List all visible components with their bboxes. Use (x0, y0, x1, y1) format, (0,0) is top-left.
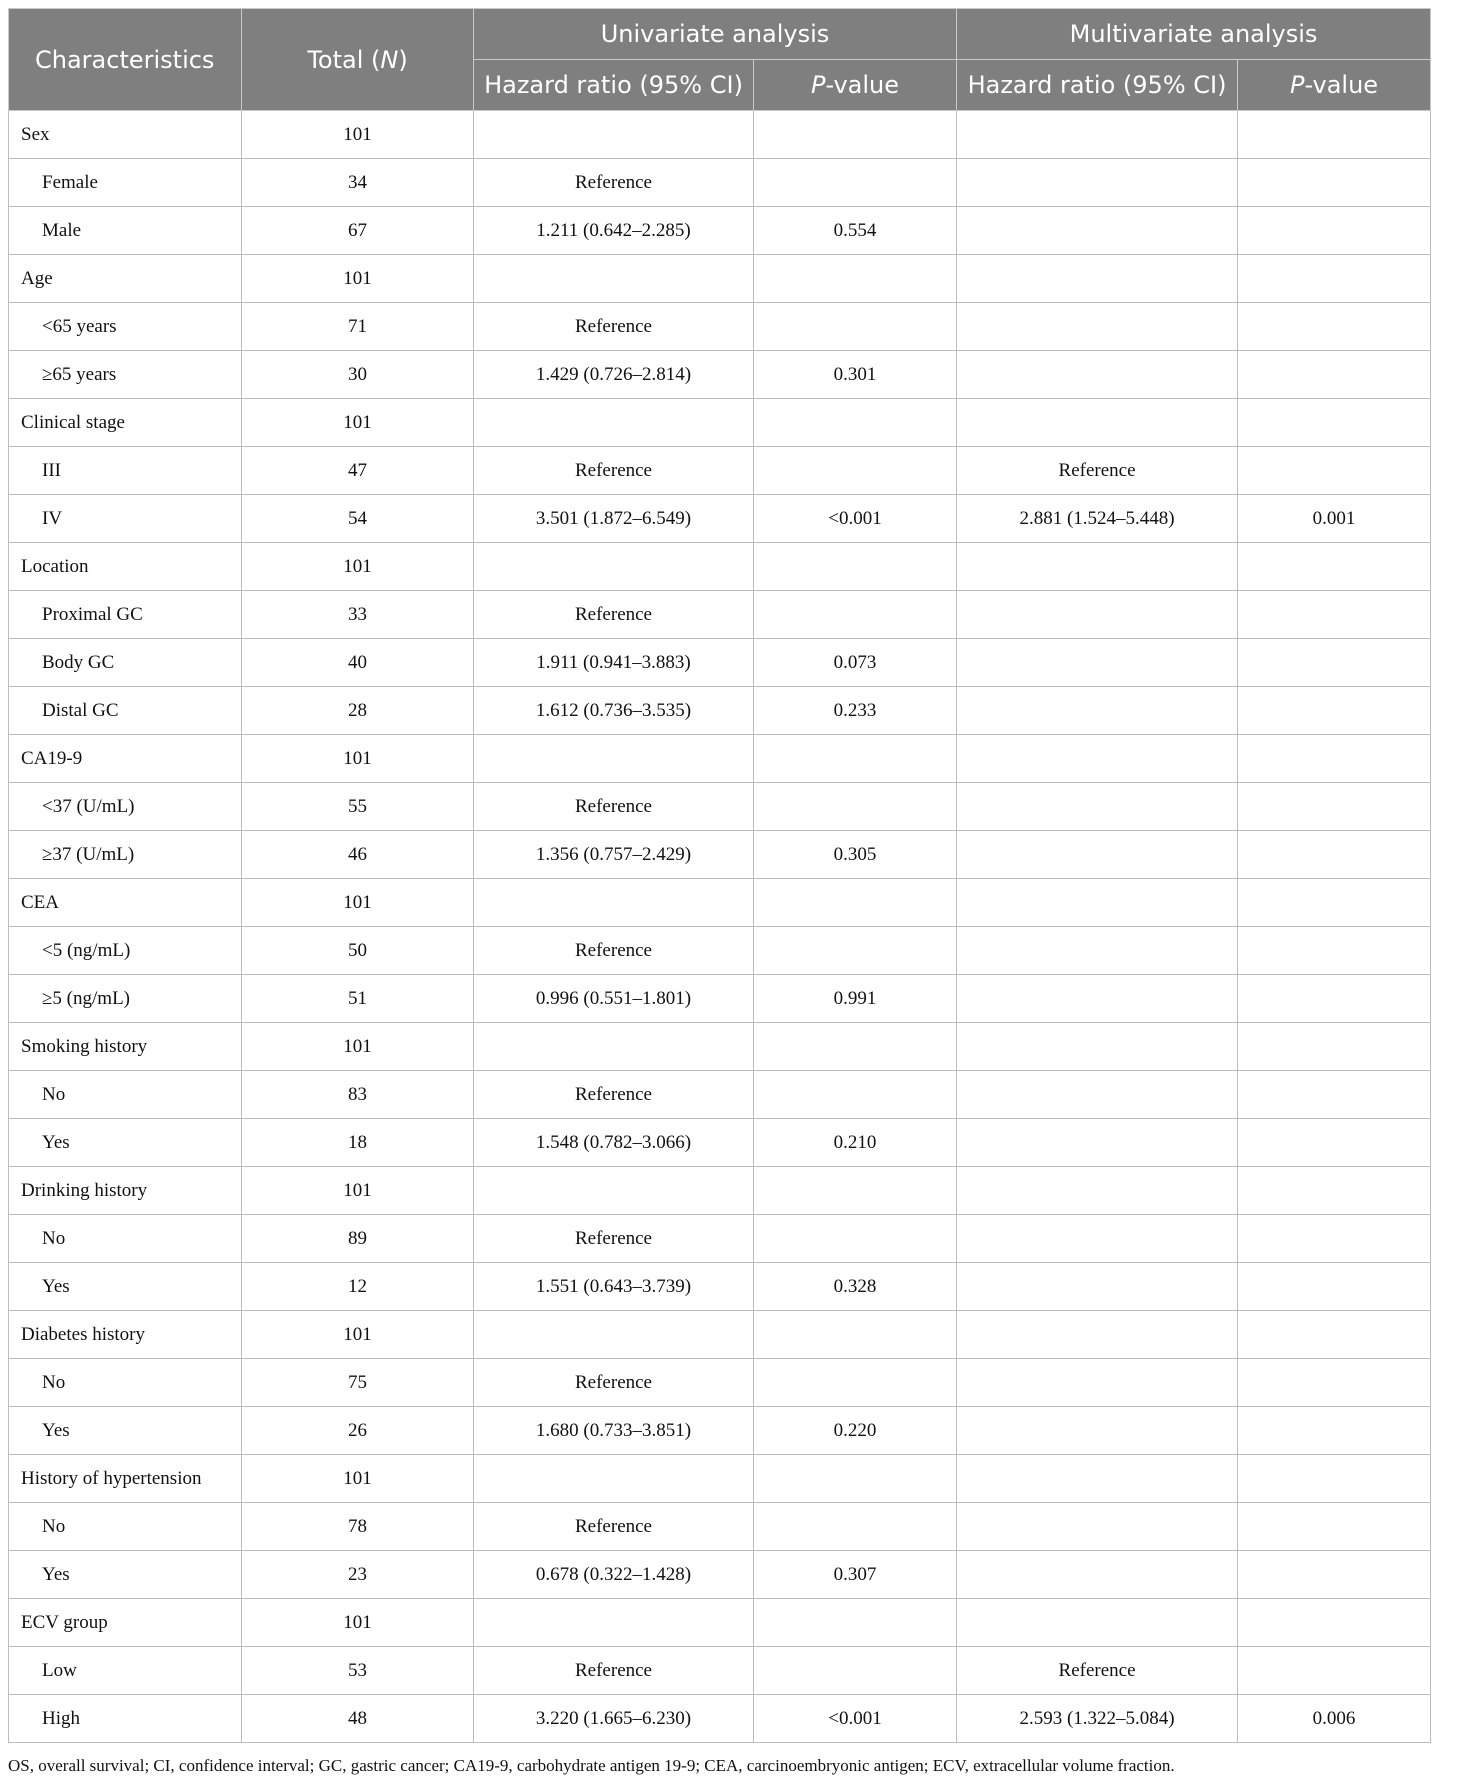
multivariate-p-cell (1238, 255, 1431, 303)
univariate-p-cell: 0.991 (754, 975, 957, 1023)
univariate-hr-cell (474, 1311, 754, 1359)
row-label-cell: Yes (9, 1119, 242, 1167)
univariate-hr-cell: 1.548 (0.782–3.066) (474, 1119, 754, 1167)
multivariate-p-cell (1238, 1311, 1431, 1359)
table-row (9, 1263, 1431, 1311)
univariate-hr-cell (474, 1455, 754, 1503)
univariate-hr-cell: 1.551 (0.643–3.739) (474, 1263, 754, 1311)
row-label-cell: ≥5 (ng/mL) (9, 975, 242, 1023)
row-label-cell: Proximal GC (9, 591, 242, 639)
univariate-hr-cell: Reference (474, 1359, 754, 1407)
total-cell: 50 (242, 927, 474, 975)
univariate-p-cell (754, 303, 957, 351)
row-label-cell: No (9, 1503, 242, 1551)
univariate-p-cell (754, 1071, 957, 1119)
total-cell: 40 (242, 639, 474, 687)
multivariate-hr-cell (957, 831, 1238, 879)
univariate-p-cell (754, 1599, 957, 1647)
univariate-hr-cell (474, 879, 754, 927)
total-cell: 78 (242, 1503, 474, 1551)
univariate-hr-cell: Reference (474, 1647, 754, 1695)
multivariate-hr-cell (957, 351, 1238, 399)
univariate-hr-cell: 1.429 (0.726–2.814) (474, 351, 754, 399)
total-cell: 18 (242, 1119, 474, 1167)
multivariate-p-cell (1238, 687, 1431, 735)
multivariate-p-cell (1238, 1359, 1431, 1407)
table-row (9, 495, 1431, 543)
total-header (242, 9, 474, 111)
table-row (9, 831, 1431, 879)
total-cell: 54 (242, 495, 474, 543)
total-cell: 46 (242, 831, 474, 879)
univariate-p-header (754, 60, 957, 111)
univariate-hr-cell (474, 111, 754, 159)
row-label-cell: Female (9, 159, 242, 207)
univariate-p-cell: 0.305 (754, 831, 957, 879)
multivariate-p-cell (1238, 591, 1431, 639)
univariate-hr-cell (474, 735, 754, 783)
multivariate-hr-cell (957, 1263, 1238, 1311)
total-cell: 28 (242, 687, 474, 735)
total-cell: 47 (242, 447, 474, 495)
total-cell: 101 (242, 1167, 474, 1215)
univariate-p-cell: 0.307 (754, 1551, 957, 1599)
univariate-hr-cell: Reference (474, 591, 754, 639)
multivariate-p-cell (1238, 927, 1431, 975)
table-row (9, 879, 1431, 927)
univariate-p-cell: 0.301 (754, 351, 957, 399)
multivariate-hr-cell (957, 1551, 1238, 1599)
multivariate-hr-cell (957, 1023, 1238, 1071)
multivariate-hr-cell: Reference (957, 1647, 1238, 1695)
univariate-p-cell (754, 543, 957, 591)
univariate-p-cell: <0.001 (754, 495, 957, 543)
univariate-hr-cell: 1.211 (0.642–2.285) (474, 207, 754, 255)
multivariate-hr-cell (957, 1455, 1238, 1503)
multivariate-p-cell (1238, 1599, 1431, 1647)
univariate-hr-cell: Reference (474, 1503, 754, 1551)
table-row (9, 1359, 1431, 1407)
univariate-p-cell (754, 1215, 957, 1263)
table-row (9, 1695, 1431, 1743)
univariate-hr-cell: Reference (474, 159, 754, 207)
table-row (9, 975, 1431, 1023)
multivariate-p-cell (1238, 735, 1431, 783)
row-label-cell: No (9, 1359, 242, 1407)
multivariate-p-cell (1238, 351, 1431, 399)
multivariate-hr-cell (957, 1167, 1238, 1215)
multivariate-hr-cell (957, 927, 1238, 975)
multivariate-p-header (1238, 60, 1431, 111)
univariate-p-cell (754, 1167, 957, 1215)
multivariate-hr-cell (957, 1359, 1238, 1407)
total-cell: 101 (242, 735, 474, 783)
multivariate-p-cell (1238, 1455, 1431, 1503)
row-label-cell: III (9, 447, 242, 495)
multivariate-p-cell (1238, 831, 1431, 879)
multivariate-p-cell (1238, 1071, 1431, 1119)
univariate-p-cell: 0.233 (754, 687, 957, 735)
univariate-p-cell: 0.210 (754, 1119, 957, 1167)
univariate-p-cell: 0.554 (754, 207, 957, 255)
table-row (9, 591, 1431, 639)
multivariate-hr-cell (957, 1599, 1238, 1647)
multivariate-hr-cell (957, 735, 1238, 783)
univariate-p-cell: 0.073 (754, 639, 957, 687)
multivariate-hr-cell (957, 159, 1238, 207)
row-label-cell: IV (9, 495, 242, 543)
row-label-cell: Drinking history (9, 1167, 242, 1215)
multivariate-hr-cell (957, 1503, 1238, 1551)
total-cell: 23 (242, 1551, 474, 1599)
row-label-cell: ≥65 years (9, 351, 242, 399)
row-label-cell: Yes (9, 1551, 242, 1599)
univariate-hr-cell: 3.220 (1.665–6.230) (474, 1695, 754, 1743)
univariate-hr-cell (474, 255, 754, 303)
multivariate-hr-cell (957, 255, 1238, 303)
univariate-p-cell: 0.328 (754, 1263, 957, 1311)
table-body (9, 111, 1431, 1743)
multivariate-hr-cell (957, 975, 1238, 1023)
row-label-cell: Body GC (9, 639, 242, 687)
univariate-p-cell (754, 1647, 957, 1695)
univariate-p-cell (754, 255, 957, 303)
table-row (9, 1503, 1431, 1551)
univariate-p-cell (754, 927, 957, 975)
univariate-p-cell (754, 735, 957, 783)
total-cell: 30 (242, 351, 474, 399)
multivariate-hr-cell: 2.593 (1.322–5.084) (957, 1695, 1238, 1743)
univariate-p-cell (754, 1311, 957, 1359)
multivariate-hr-cell (957, 1311, 1238, 1359)
row-label-cell: <5 (ng/mL) (9, 927, 242, 975)
total-cell: 101 (242, 399, 474, 447)
multivariate-p-cell (1238, 207, 1431, 255)
table-row (9, 543, 1431, 591)
row-label-cell: Low (9, 1647, 242, 1695)
multivariate-p-cell (1238, 543, 1431, 591)
cox-regression-table (8, 8, 1431, 1743)
table-row (9, 399, 1431, 447)
total-cell: 48 (242, 1695, 474, 1743)
row-label-cell: Age (9, 255, 242, 303)
row-label-cell: No (9, 1215, 242, 1263)
multivariate-p-cell (1238, 1551, 1431, 1599)
multivariate-p-cell (1238, 1119, 1431, 1167)
multivariate-hr-cell (957, 639, 1238, 687)
multivariate-p-cell (1238, 399, 1431, 447)
table-row (9, 639, 1431, 687)
univariate-hr-cell: 0.996 (0.551–1.801) (474, 975, 754, 1023)
multivariate-p-cell (1238, 1023, 1431, 1071)
univariate-p-cell (754, 1023, 957, 1071)
univariate-hr-cell (474, 1167, 754, 1215)
table-row (9, 1599, 1431, 1647)
total-cell: 89 (242, 1215, 474, 1263)
multivariate-hr-cell (957, 591, 1238, 639)
p-value-label: P-value (810, 71, 900, 99)
total-cell: 26 (242, 1407, 474, 1455)
univariate-p-cell (754, 591, 957, 639)
multivariate-p-cell (1238, 111, 1431, 159)
total-cell: 33 (242, 591, 474, 639)
multivariate-p-cell (1238, 447, 1431, 495)
row-label-cell: Male (9, 207, 242, 255)
table-row (9, 303, 1431, 351)
total-cell: 101 (242, 1455, 474, 1503)
table-row (9, 927, 1431, 975)
multivariate-hr-cell (957, 1119, 1238, 1167)
multivariate-p-cell (1238, 159, 1431, 207)
univariate-hr-cell (474, 399, 754, 447)
row-label-cell: Yes (9, 1263, 242, 1311)
univariate-hr-cell: Reference (474, 1215, 754, 1263)
table-container (8, 8, 1430, 1743)
univariate-hr-cell: Reference (474, 303, 754, 351)
table-row (9, 159, 1431, 207)
table-row (9, 1647, 1431, 1695)
univariate-p-cell: 0.220 (754, 1407, 957, 1455)
univariate-header: Univariate analysis (474, 9, 957, 60)
univariate-hr-cell (474, 1599, 754, 1647)
table-row (9, 1311, 1431, 1359)
row-label-cell: Diabetes history (9, 1311, 242, 1359)
total-cell: 67 (242, 207, 474, 255)
multivariate-p-cell (1238, 879, 1431, 927)
table-row (9, 1167, 1431, 1215)
header-row-1 (9, 9, 1431, 60)
total-cell: 101 (242, 543, 474, 591)
row-label-cell: Yes (9, 1407, 242, 1455)
total-cell: 83 (242, 1071, 474, 1119)
table-row (9, 1455, 1431, 1503)
row-label-cell: Location (9, 543, 242, 591)
multivariate-hr-cell (957, 783, 1238, 831)
multivariate-p-cell (1238, 1407, 1431, 1455)
total-cell: 34 (242, 159, 474, 207)
total-cell: 101 (242, 255, 474, 303)
univariate-hr-cell: Reference (474, 783, 754, 831)
univariate-p-cell (754, 1455, 957, 1503)
multivariate-p-cell: 0.001 (1238, 495, 1431, 543)
table-row (9, 351, 1431, 399)
multivariate-hr-cell (957, 207, 1238, 255)
table-row (9, 207, 1431, 255)
table-row (9, 111, 1431, 159)
total-cell: 101 (242, 1599, 474, 1647)
multivariate-hr-cell (957, 111, 1238, 159)
univariate-p-cell (754, 447, 957, 495)
univariate-p-cell (754, 399, 957, 447)
row-label-cell: ECV group (9, 1599, 242, 1647)
row-label-cell: Distal GC (9, 687, 242, 735)
multivariate-p-cell: 0.006 (1238, 1695, 1431, 1743)
characteristics-header: Characteristics (9, 9, 242, 111)
univariate-p-cell (754, 1359, 957, 1407)
multivariate-hr-cell (957, 543, 1238, 591)
univariate-hr-cell: 3.501 (1.872–6.549) (474, 495, 754, 543)
multivariate-p-cell (1238, 1167, 1431, 1215)
multivariate-p-cell (1238, 1503, 1431, 1551)
univariate-p-cell (754, 159, 957, 207)
univariate-p-cell (754, 879, 957, 927)
table-row (9, 1119, 1431, 1167)
table-header (9, 9, 1431, 111)
univariate-hr-cell: 1.911 (0.941–3.883) (474, 639, 754, 687)
univariate-p-cell: <0.001 (754, 1695, 957, 1743)
row-label-cell: <37 (U/mL) (9, 783, 242, 831)
univariate-p-cell (754, 783, 957, 831)
multivariate-p-cell (1238, 783, 1431, 831)
table-row (9, 447, 1431, 495)
multivariate-hr-cell (957, 687, 1238, 735)
total-cell: 71 (242, 303, 474, 351)
total-cell: 101 (242, 879, 474, 927)
multivariate-p-cell (1238, 303, 1431, 351)
univariate-hr-cell (474, 1023, 754, 1071)
row-label-cell: CA19-9 (9, 735, 242, 783)
univariate-p-cell (754, 111, 957, 159)
multivariate-p-cell (1238, 975, 1431, 1023)
multivariate-hr-cell (957, 399, 1238, 447)
table-row (9, 1071, 1431, 1119)
table-row (9, 783, 1431, 831)
row-label-cell: CEA (9, 879, 242, 927)
row-label-cell: <65 years (9, 303, 242, 351)
multivariate-p-cell (1238, 1215, 1431, 1263)
total-cell: 101 (242, 1311, 474, 1359)
multivariate-hr-cell: 2.881 (1.524–5.448) (957, 495, 1238, 543)
multivariate-p-cell (1238, 1263, 1431, 1311)
row-label-cell: High (9, 1695, 242, 1743)
table-row (9, 255, 1431, 303)
univariate-hr-cell: 1.356 (0.757–2.429) (474, 831, 754, 879)
multivariate-hr-cell (957, 1407, 1238, 1455)
table-row (9, 735, 1431, 783)
total-cell: 55 (242, 783, 474, 831)
total-cell: 53 (242, 1647, 474, 1695)
multivariate-p-cell (1238, 1647, 1431, 1695)
multivariate-header: Multivariate analysis (957, 9, 1431, 60)
univariate-hr-cell: Reference (474, 927, 754, 975)
univariate-hr-cell: 0.678 (0.322–1.428) (474, 1551, 754, 1599)
total-cell: 101 (242, 111, 474, 159)
univariate-hr-cell: 1.680 (0.733–3.851) (474, 1407, 754, 1455)
total-cell: 51 (242, 975, 474, 1023)
row-label-cell: Sex (9, 111, 242, 159)
row-label-cell: ≥37 (U/mL) (9, 831, 242, 879)
total-header-label: Total (N) (307, 45, 408, 74)
univariate-hr-cell: Reference (474, 1071, 754, 1119)
table-footnote: OS, overall survival; CI, confidence interval; GC, gastric cancer; CA19-9, carbohydrate antigen 19-9; CEA, carcinoembryonic antigen; ECV, extracellular volume fraction. (8, 1756, 1175, 1775)
row-label-cell: History of hypertension (9, 1455, 242, 1503)
univariate-hr-cell: 1.612 (0.736–3.535) (474, 687, 754, 735)
univariate-hr-header: Hazard ratio (95% CI) (474, 60, 754, 111)
multivariate-hr-cell: Reference (957, 447, 1238, 495)
row-label-cell: Clinical stage (9, 399, 242, 447)
p-value-label: P-value (1289, 71, 1379, 99)
row-label-cell: Smoking history (9, 1023, 242, 1071)
table-row (9, 1215, 1431, 1263)
table-row (9, 1551, 1431, 1599)
multivariate-hr-cell (957, 879, 1238, 927)
table-row (9, 687, 1431, 735)
row-label-cell: No (9, 1071, 242, 1119)
table-row (9, 1407, 1431, 1455)
table-row (9, 1023, 1431, 1071)
total-cell: 101 (242, 1023, 474, 1071)
univariate-hr-cell (474, 543, 754, 591)
multivariate-hr-cell (957, 1071, 1238, 1119)
total-cell: 12 (242, 1263, 474, 1311)
univariate-p-cell (754, 1503, 957, 1551)
multivariate-hr-cell (957, 1215, 1238, 1263)
multivariate-p-cell (1238, 639, 1431, 687)
univariate-hr-cell: Reference (474, 447, 754, 495)
multivariate-hr-cell (957, 303, 1238, 351)
multivariate-hr-header: Hazard ratio (95% CI) (957, 60, 1238, 111)
total-cell: 75 (242, 1359, 474, 1407)
